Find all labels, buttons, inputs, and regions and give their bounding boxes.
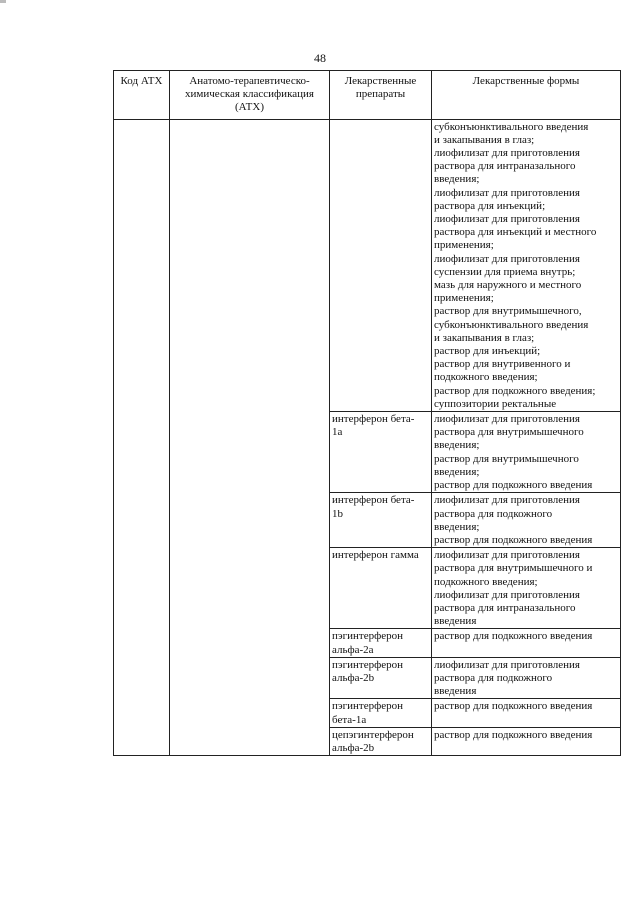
dosage-forms-cell xyxy=(432,657,621,699)
atx-classification-cell xyxy=(170,119,330,756)
text-line: пэгинтерферон xyxy=(332,630,403,643)
text-line: введения xyxy=(434,685,477,698)
drug-cell xyxy=(330,493,432,548)
text-line: мазь для наружного и местного xyxy=(434,279,582,292)
text-line: лиофилизат для приготовления xyxy=(434,658,580,671)
text-line: альфа-2b xyxy=(332,671,375,684)
text-line: альфа-2b xyxy=(332,741,375,754)
drug-cell xyxy=(330,727,432,755)
text-line: раствор для подкожного введения xyxy=(434,479,593,492)
text-line: введения; xyxy=(434,439,480,452)
dosage-forms-cell xyxy=(432,699,621,727)
header-drugs: Лекарственные препараты xyxy=(330,71,432,120)
page-number: 48 xyxy=(314,51,326,65)
text-line: субконъюнктивального введения xyxy=(434,318,589,331)
text-line: интерферон гамма xyxy=(332,549,419,562)
scan-mark xyxy=(0,0,6,3)
text-line: альфа-2a xyxy=(332,643,374,656)
text-line: раствор для подкожного введения xyxy=(434,630,593,643)
dosage-forms-cell xyxy=(432,629,621,657)
text-line: раствора для интраназального xyxy=(434,601,576,614)
dosage-forms-cell xyxy=(432,119,621,411)
drug-cell xyxy=(330,119,432,411)
text-line: раствор для инъекций; xyxy=(434,345,541,358)
text-line: лиофилизат для приготовления xyxy=(434,549,580,562)
text-line: раствор для внутримышечного, xyxy=(434,305,582,318)
text-line: лиофилизат для приготовления xyxy=(434,588,580,601)
text-line: лиофилизат для приготовления xyxy=(434,494,580,507)
text-line: введения; xyxy=(434,173,480,186)
text-line: раствор для подкожного введения xyxy=(434,700,593,713)
text-line: пэгинтерферон xyxy=(332,700,403,713)
header-dosage-forms: Лекарственные формы xyxy=(432,71,621,120)
drug-cell xyxy=(330,657,432,699)
dosage-forms-cell xyxy=(432,412,621,493)
text-line: бета-1a xyxy=(332,713,367,726)
text-line: пэгинтерферон xyxy=(332,658,403,671)
drug-cell xyxy=(330,548,432,629)
header-atx-classification: Анатомо-терапевтическо- химическая классификация (АТХ) xyxy=(170,71,330,120)
text-line: и закапывания в глаз; xyxy=(434,331,535,344)
text-line: раствор для внутривенного и xyxy=(434,358,571,371)
drug-cell xyxy=(330,629,432,657)
text-line: 1b xyxy=(332,507,343,520)
text-line: суспензии для приема внутрь; xyxy=(434,265,576,278)
text-line: раствор для подкожного введения xyxy=(434,728,593,741)
text-line: раствора для внутримышечного xyxy=(434,426,584,439)
text-line: подкожного введения; xyxy=(434,575,538,588)
text-line: раствора для инъекций и местного xyxy=(434,226,597,239)
table-row xyxy=(114,119,621,411)
dosage-forms-cell xyxy=(432,548,621,629)
text-line: и закапывания в глаз; xyxy=(434,133,535,146)
text-line: введения; xyxy=(434,520,480,533)
text-line: раствора для внутримышечного и xyxy=(434,562,593,575)
text-line: раствор для подкожного введения; xyxy=(434,384,596,397)
text-line: раствора для инъекций; xyxy=(434,199,546,212)
atx-code-cell xyxy=(114,119,170,756)
text-line: применения; xyxy=(434,292,494,305)
text-line: интерферон бета- xyxy=(332,413,415,426)
text-line: лиофилизат для приготовления xyxy=(434,186,580,199)
text-line: раствора для подкожного xyxy=(434,507,553,520)
header-atx-code: Код АТХ xyxy=(114,71,170,120)
text-line: лиофилизат для приготовления xyxy=(434,213,580,226)
text-line: раствора для интраназального xyxy=(434,160,576,173)
text-line: лиофилизат для приготовления xyxy=(434,252,580,265)
text-line: 1a xyxy=(332,426,343,439)
table-header-row xyxy=(114,71,621,120)
text-line: раствор для внутримышечного xyxy=(434,452,579,465)
text-line: субконъюнктивального введения xyxy=(434,120,589,133)
dosage-forms-cell xyxy=(432,493,621,548)
text-line: цепэгинтерферон xyxy=(332,728,414,741)
text-line: лиофилизат для приготовления xyxy=(434,147,580,160)
drug-cell xyxy=(330,412,432,493)
text-line: подкожного введения; xyxy=(434,371,538,384)
dosage-forms-cell xyxy=(432,727,621,755)
drug-cell xyxy=(330,699,432,727)
text-line: введения; xyxy=(434,465,480,478)
text-line: раствор для подкожного введения xyxy=(434,533,593,546)
text-line: введения xyxy=(434,615,477,628)
text-line: применения; xyxy=(434,239,494,252)
text-line: раствора для подкожного xyxy=(434,671,553,684)
text-line: интерферон бета- xyxy=(332,494,415,507)
text-line: лиофилизат для приготовления xyxy=(434,413,580,426)
text-line: суппозитории ректальные xyxy=(434,397,557,410)
atx-table xyxy=(113,70,621,756)
